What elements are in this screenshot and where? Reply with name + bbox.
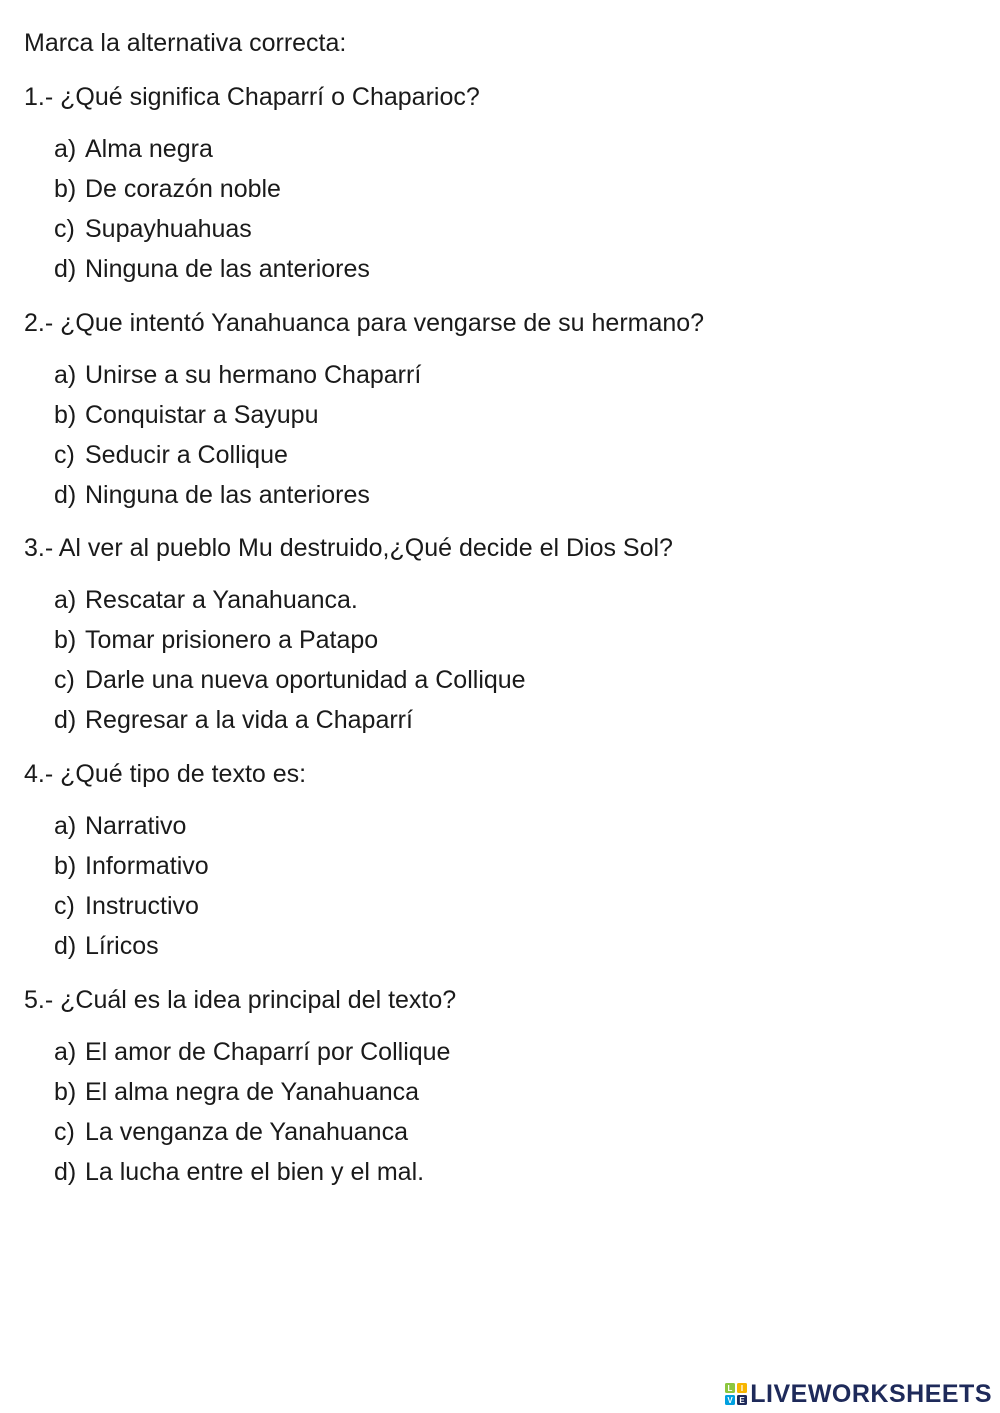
option-text: De corazón noble: [85, 175, 281, 203]
option-a[interactable]: [54, 360, 421, 400]
option-text: El alma negra de Yanahuanca: [85, 1078, 420, 1106]
option-text: El amor de Chaparrí por Collique: [85, 1038, 451, 1066]
option-d[interactable]: [54, 705, 526, 745]
liveworksheets-logo-text: LIVEWORKSHEETS: [750, 1380, 992, 1408]
options-list: [54, 360, 421, 520]
option-text: Regresar a la vida a Chaparrí: [85, 706, 413, 734]
option-d[interactable]: [54, 254, 370, 294]
option-letter: a): [54, 361, 77, 389]
option-letter: b): [54, 175, 77, 203]
liveworksheets-logo-icon: [725, 1383, 747, 1405]
option-text: Tomar prisionero a Patapo: [85, 626, 379, 654]
option-b[interactable]: [54, 851, 209, 891]
option-b[interactable]: [54, 625, 526, 665]
option-text: Rescatar a Yanahuanca.: [85, 586, 358, 614]
option-letter: d): [54, 706, 77, 734]
option-d[interactable]: [54, 480, 421, 520]
option-b[interactable]: [54, 1077, 450, 1117]
options-list: [54, 811, 209, 971]
option-text: La venganza de Yanahuanca: [85, 1118, 408, 1146]
option-a[interactable]: [54, 134, 370, 174]
option-letter: a): [54, 812, 77, 840]
option-text: Ninguna de las anteriores: [85, 481, 370, 509]
option-letter: b): [54, 852, 77, 880]
option-text: Ninguna de las anteriores: [85, 255, 370, 283]
question-text: 3.- Al ver al pueblo Mu destruido,¿Qué decide el Dios Sol?: [24, 534, 673, 562]
option-text: Seducir a Collique: [85, 441, 288, 469]
question-text: 1.- ¿Qué significa Chaparrí o Chaparioc?: [24, 83, 480, 111]
option-letter: d): [54, 932, 77, 960]
option-c[interactable]: [54, 214, 370, 254]
option-c[interactable]: [54, 1117, 450, 1157]
option-letter: c): [54, 666, 75, 694]
option-b[interactable]: [54, 174, 370, 214]
liveworksheets-logo: [725, 1381, 992, 1407]
option-letter: d): [54, 481, 77, 509]
option-letter: d): [54, 255, 77, 283]
option-letter: b): [54, 401, 77, 429]
option-a[interactable]: [54, 811, 209, 851]
option-b[interactable]: [54, 400, 421, 440]
svg-text:L: L: [727, 1384, 733, 1394]
question-text: 2.- ¿Que intentó Yanahuanca para vengarse de su hermano?: [24, 309, 705, 337]
option-letter: c): [54, 1118, 75, 1146]
option-c[interactable]: [54, 440, 421, 480]
option-text: Narrativo: [85, 812, 187, 840]
option-letter: c): [54, 441, 75, 469]
svg-text:E: E: [739, 1396, 745, 1405]
option-letter: a): [54, 135, 77, 163]
option-text: Líricos: [85, 932, 159, 960]
options-list: [54, 585, 526, 745]
options-list: [54, 1037, 450, 1197]
option-text: Instructivo: [85, 892, 199, 920]
option-letter: d): [54, 1158, 77, 1186]
option-text: Alma negra: [85, 135, 213, 163]
svg-text:V: V: [727, 1396, 733, 1405]
option-c[interactable]: [54, 891, 209, 931]
option-text: Conquistar a Sayupu: [85, 401, 319, 429]
svg-text:I: I: [741, 1384, 744, 1394]
option-letter: a): [54, 586, 77, 614]
option-text: Darle una nueva oportunidad a Collique: [85, 666, 526, 694]
option-c[interactable]: [54, 665, 526, 705]
option-text: Supayhuahuas: [85, 215, 252, 243]
option-a[interactable]: [54, 1037, 450, 1077]
option-text: Informativo: [85, 852, 209, 880]
option-letter: a): [54, 1038, 77, 1066]
option-letter: c): [54, 215, 75, 243]
option-a[interactable]: [54, 585, 526, 625]
option-d[interactable]: [54, 1157, 450, 1197]
option-text: Unirse a su hermano Chaparrí: [85, 361, 422, 389]
option-letter: b): [54, 626, 77, 654]
instruction-text: Marca la alternativa correcta:: [24, 29, 347, 57]
option-letter: c): [54, 892, 75, 920]
option-text: La lucha entre el bien y el mal.: [85, 1158, 425, 1186]
question-text: 5.- ¿Cuál es la idea principal del texto?: [24, 986, 457, 1014]
options-list: [54, 134, 370, 294]
question-text: 4.- ¿Qué tipo de texto es:: [24, 760, 307, 788]
option-d[interactable]: [54, 931, 209, 971]
option-letter: b): [54, 1078, 77, 1106]
